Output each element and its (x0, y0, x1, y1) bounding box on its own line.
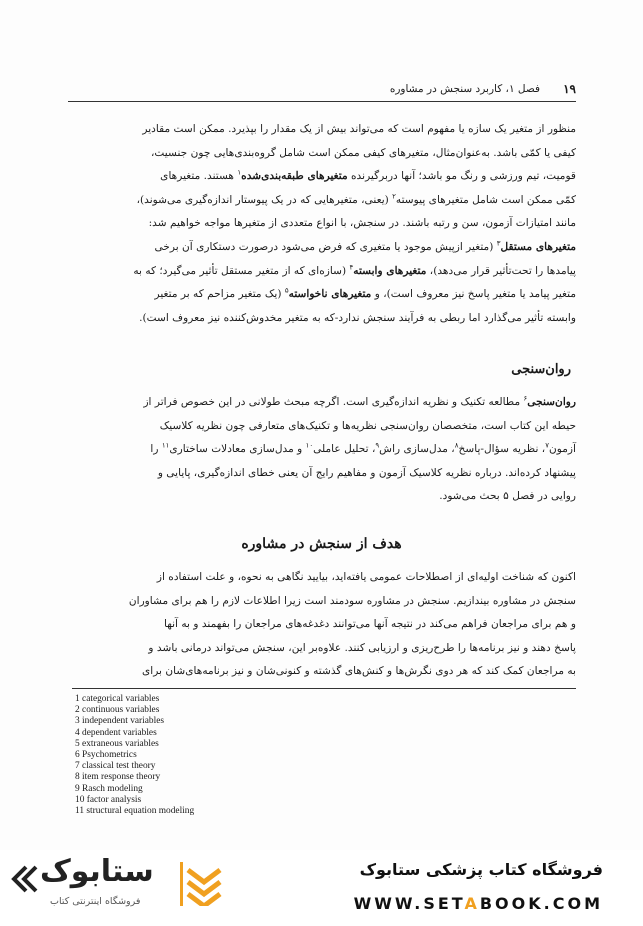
text-run: را (150, 443, 162, 456)
footnote-ref: ۳ (496, 239, 501, 248)
text-run: کمّی ممکن است شامل متغیرهای پیوسته (395, 193, 576, 206)
text-run: (سازه‌ای که از متغیر مستقل تأثیر می‌گیرد؛ که به (133, 264, 350, 277)
text-run: (یک متغیر مزاحم که بر متغیر (154, 288, 285, 301)
store-logo-subtitle: فروشگاه اینترنتی کتاب (50, 896, 141, 907)
footnote-ref: ۲ (392, 192, 396, 201)
footnote-item: 4 dependent variables (75, 727, 157, 738)
text-line: سنجش در مشاوره بیندازیم. سنجش در مشاوره سودمند است زیرا اطلاعات لازم را هم برای مشاوران (128, 594, 576, 607)
text-line: پیشنهاد کرده‌اند. درباره نظریه کلاسیک آزمون و مفاهیم رایج آن یعنی خطای اندازه‌گیری، پایایی و (157, 466, 576, 479)
text-line: پاسخ دهند و نیز برنامه‌ها را طرح‌ریزی و ارزیابی کنند. علاوه‌بر این، سنجش می‌تواند درمانی باشد و (148, 641, 576, 654)
text-line: وابسته تأثیر می‌گذارد اما ربطی به فرآیند سنجش ندارد-که به متغیر مخدوش‌کننده نیز معروف است). (139, 311, 576, 324)
text-line (68, 260, 576, 284)
footnote-item: 9 Rasch modeling (75, 783, 143, 794)
term-dependent: متغیرهای وابسته (353, 264, 427, 277)
text-line (68, 189, 576, 213)
text-run: قومیت، تیم ورزشی و رنگ مو باشد؛ آنها دربرگیرنده (347, 170, 576, 183)
text-run: ، نظریه سؤال-پاسخ (458, 443, 546, 456)
url-part: BOOK.COM (479, 894, 603, 913)
footnote-ref: ۴ (349, 263, 354, 272)
text-line (68, 391, 576, 415)
footnote-ref: ۵ (284, 286, 289, 295)
footnote-ref: ۸ (454, 441, 459, 450)
text-run: مطالعه تکنیک و نظریه اندازه‌گیری است. اگرچه مبحث طولانی در این خصوص فراتر از (143, 396, 524, 408)
text-line: و هم برای مراجعان فراهم می‌کند در نتیجه آنها می‌توانند دغدغه‌های مراجعان را بفهمند و به آنها (163, 618, 576, 631)
text-line (68, 283, 576, 307)
footnote-item: 1 categorical variables (75, 694, 160, 704)
text-run: متغیر پیامد یا متغیر پاسخ نیز معروف است)، و (371, 288, 576, 301)
term-categorical: متغیرهای طبقه‌بندی‌شده (241, 170, 348, 183)
text-line: منظور از متغیر یک سازه یا مفهوم است که می‌تواند بیش از یک مقدار را بپذیرد. ممکن است مقادیر (142, 123, 576, 135)
header-rule (68, 101, 576, 102)
footnote-item: 5 extraneous variables (75, 738, 159, 749)
url-accent: A (464, 894, 480, 913)
store-url-link[interactable] (354, 894, 603, 913)
text-run: (یعنی، متغیرهایی که در یک پیوستار اندازه‌گیری می‌شوند)، (136, 193, 393, 206)
footnote-ref: ۶ (523, 394, 528, 403)
text-line: روایی در فصل ۵ بحث می‌شود. (439, 490, 576, 503)
store-banner[interactable] (0, 850, 643, 926)
text-run: پیامدها را تحت‌تأثیر قرار می‌دهد)، (426, 264, 576, 277)
footnote-item: 6 Psychometrics (75, 750, 137, 761)
footnote-ref: ۹ (375, 441, 380, 450)
footnote-ref: ۱ (237, 168, 242, 177)
text-run: آزمون (549, 443, 576, 456)
footnote-item: 3 independent variables (75, 716, 165, 727)
footnote-item: 7 classical test theory (75, 761, 156, 772)
text-run: هستند. متغیرهای (160, 170, 238, 183)
heading-assessment-goal: هدف از سنجش در مشاوره (241, 536, 402, 552)
footnote-ref: ۱۱ (161, 441, 170, 450)
psychometrics-paragraph (68, 391, 576, 509)
book-stack-logo-icon (180, 862, 224, 906)
url-part: WWW.SET (353, 894, 465, 913)
footnotes-list (75, 694, 475, 817)
text-run: ، تحلیل عاملی (313, 443, 376, 456)
text-line: مانند امتیازات آزمون، سن و رتبه باشند. در سنجش، با انواع متعددی از متغیرها مواجه خواهیم شد: (148, 217, 576, 230)
term-independent: متغیرهای مستقل (500, 240, 576, 253)
footnote-ref: ۷ (545, 441, 549, 450)
text-line: کیفی یا کمّی باشد. به‌عنوان‌مثال، متغیرهای کیفی ممکن است شامل گروه‌بندی‌هایی چون جنسیت، (150, 146, 576, 159)
footnote-item: 8 item response theory (75, 772, 161, 783)
chapter-title: فصل ۱، کاربرد سنجش در مشاوره (389, 83, 540, 95)
page-number: ۱۹ (563, 82, 576, 96)
text-line: اکنون که شناخت اولیه‌ای از اصطلاحات عمومی یافته‌اید، بیایید نگاهی به نحوه، و علت استفاده از (156, 571, 576, 583)
footnote-item: 2 continuous variables (75, 705, 160, 716)
footnote-ref: ۱۰ (305, 441, 314, 450)
text-run: (متغیر ازپیش موجود یا متغیری که فرض می‌شود درصورت دستکاری آن برخی (154, 240, 497, 253)
store-title: فروشگاه کتاب پزشکی ستابوک (359, 860, 603, 879)
text-line (68, 165, 576, 189)
text-line: حیطه این کتاب است، متخصصان روان‌سنجی نظریه‌ها و تکنیک‌های متعارفی چون نظریه کلاسیک (159, 419, 576, 432)
text-line (68, 236, 576, 260)
store-logo-wordmark: ستابوک (40, 854, 154, 889)
running-header (68, 82, 576, 102)
footnote-item: 10 factor analysis (75, 794, 142, 805)
heading-psychometrics: روان‌سنجی (511, 362, 571, 377)
chevron-logo-icon (10, 864, 40, 894)
term-psychometrics: روان‌سنجی (527, 396, 576, 408)
footnote-rule (72, 688, 576, 689)
text-line: به مراجعان کمک کند که هر دوی نگرش‌ها و کنش‌های گذشته و کنونی‌شان و نیز برنامه‌های‌شان برای (141, 665, 576, 678)
goal-paragraph (68, 566, 576, 684)
intro-paragraph (68, 118, 576, 330)
text-line (68, 438, 576, 462)
term-extraneous: متغیرهای ناخواسته (288, 288, 372, 301)
footnote-item: 11 structural equation modeling (75, 806, 195, 817)
text-run: ، مدل‌سازی راش (379, 443, 455, 456)
text-run: و مدل‌سازی معادلات ساختاری (169, 443, 306, 456)
